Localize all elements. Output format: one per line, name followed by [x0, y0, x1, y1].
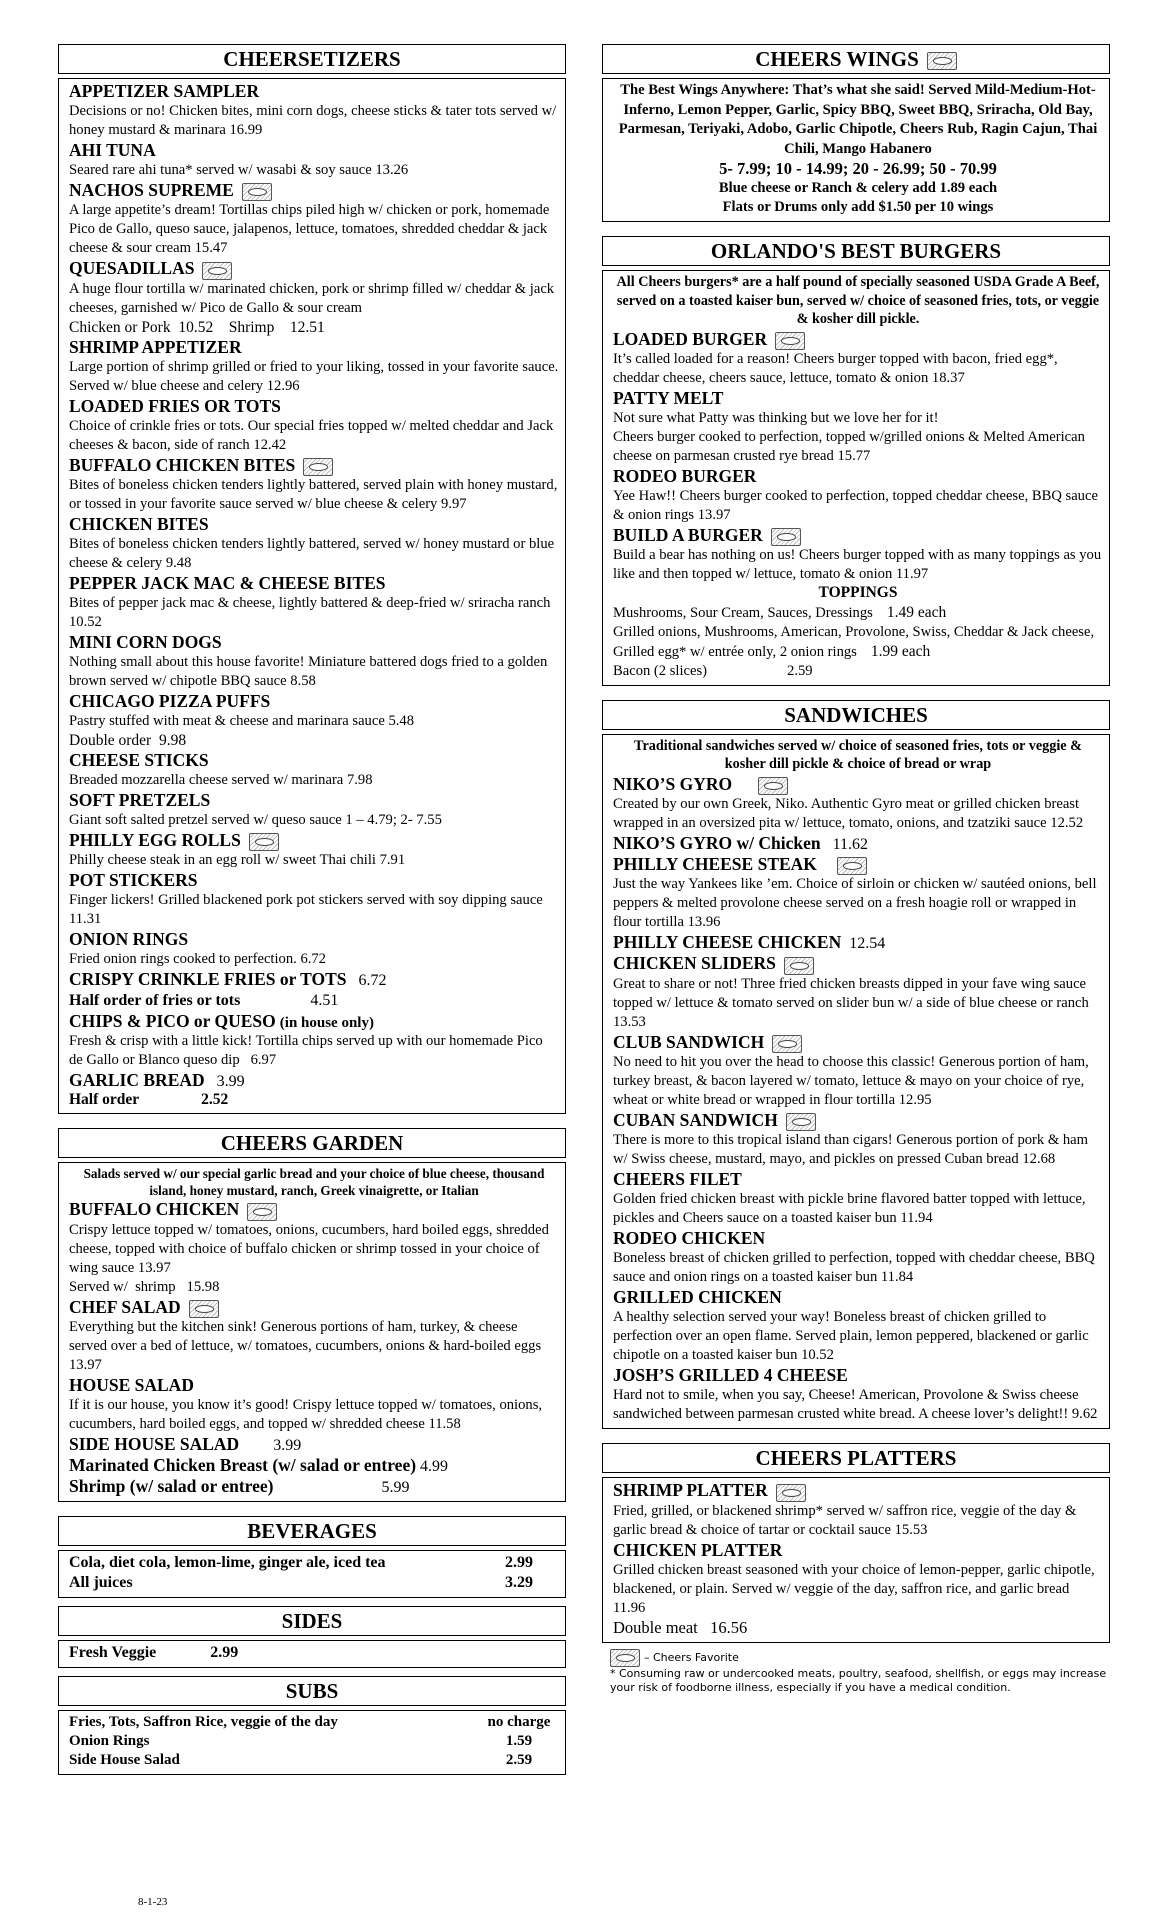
cheers-favorite-icon: [784, 957, 814, 975]
item-desc-block: [69, 891, 559, 929]
food-warning: * Consuming raw or undercooked meats, poultry, seafood, shellfish, or eggs may increase your risk of foodborne illness, especially if you have a medical condition.: [610, 1666, 1107, 1694]
menu-row: [69, 1643, 559, 1663]
cheers-favorite-icon: [247, 1203, 277, 1221]
menu-item: [613, 1110, 1103, 1169]
item-desc-block: [69, 280, 559, 318]
item-desc: No need to hit you over the head to choose this classic! Generous portion of ham, turkey breast, & bacon layered w/ tomato, lettuce & mayo on your choice of rye, wheat or white bread or wrapped in flour tortilla: [613, 1053, 1089, 1108]
item-desc: Philly cheese steak in an egg roll w/ sweet Thai chili: [69, 852, 376, 869]
item-desc-block: [69, 535, 559, 573]
item-price: 13.97: [69, 1356, 102, 1373]
section-title: BEVERAGES: [58, 1516, 566, 1546]
item-price: 10.52: [801, 1347, 834, 1364]
menu-item: [69, 1476, 559, 1497]
item-price: 13.97: [697, 506, 731, 523]
item-price: 11.58: [428, 1415, 461, 1432]
section-title: CHEERS PLATTERS: [602, 1443, 1110, 1473]
item-desc-block: [69, 102, 559, 140]
section-intro: Traditional sandwiches served w/ choice of seasoned fries, tots or veggie & kosher dill pickle & choice of bread or wrap: [634, 737, 1082, 773]
item-desc-block: [613, 1249, 1103, 1287]
menu-item: [613, 466, 1103, 525]
item-name: BUFFALO CHICKEN BITES: [69, 454, 296, 475]
wings-note: Blue cheese or Ranch & celery add 1.89 each: [718, 180, 998, 196]
item-price: 8.58: [290, 672, 316, 689]
sides-list: [58, 1640, 566, 1668]
item-desc-block: [69, 476, 559, 514]
item-desc-block: [69, 851, 559, 870]
item-name: GARLIC BREAD: [69, 1070, 205, 1091]
item-name: SHRIMP APPETIZER: [69, 336, 242, 357]
item-name: PHILLY CHEESE CHICKEN: [613, 932, 842, 953]
item-name: CHICAGO PIZZA PUFFS: [69, 690, 271, 711]
item-desc: Everything but the kitchen sink! Generous portions of ham, turkey, & cheese served over a bed of lettuce, w/ tomatoes, cucumbers, onions & hard-boiled eggs: [69, 1318, 542, 1354]
topping-text: Grilled onions, Mushrooms, American, Provolone, Swiss, Cheddar & Jack cheese, Grilled egg* w/ entrée only, 2 onion rings: [613, 623, 1095, 660]
item-name: NIKO’S GYRO: [613, 773, 733, 794]
item-desc: A huge flour tortilla w/ marinated chicken, pork or shrimp filled w/ cheddar & jack cheeses, garnished w/ Pico de Gallo & sour cream: [69, 280, 555, 316]
item-name: CHEF SALAD: [69, 1296, 181, 1317]
item-price: 1.59: [505, 1732, 533, 1749]
menu-item: [69, 258, 559, 336]
item-desc-block: [613, 350, 1103, 388]
item-price: 11.31: [69, 911, 102, 928]
item-price: 11.84: [880, 1269, 914, 1286]
item-price: 13.26: [375, 162, 409, 178]
appetizer-list: [58, 78, 566, 1114]
item-price: no charge: [487, 1713, 551, 1730]
item-desc: Grilled chicken breast seasoned with your choice of lemon-pepper, garlic chipotle, blackened, or plain. Served w/ veggie of the day, saffron rice, and garlic bread: [613, 1561, 1095, 1597]
topping-price: 1.99 each: [870, 642, 931, 660]
item-price: 3.99: [273, 1436, 302, 1454]
menu-item: [69, 1455, 559, 1476]
item-name: All juices: [69, 1573, 133, 1591]
item-desc: Breaded mozzarella cheese served w/ marinara: [69, 771, 344, 788]
item-desc-block: [613, 975, 1103, 1032]
wings-section: [602, 44, 1110, 222]
item-name: Fries, Tots, Saffron Rice, veggie of the day: [69, 1713, 338, 1730]
item-desc: Cheers burger cooked to perfection, topped w/grilled onions & Melted American cheese on parmesan crusted rye bread: [613, 428, 1085, 464]
item-desc: Seared rare ahi tuna* served w/ wasabi & soy sauce: [69, 162, 372, 178]
menu-item: [69, 1011, 559, 1070]
cheers-favorite-icon: [786, 1113, 816, 1131]
menu-item: [69, 969, 559, 990]
item-price: 9.48: [165, 554, 192, 571]
menu-row: [69, 1713, 559, 1732]
item-desc: Choice of crinkle fries or tots. Our special fries topped w/ melted cheddar and Jack cheeses & bacon, side of ranch: [69, 417, 554, 453]
item-price: 11.62: [832, 835, 868, 853]
cheers-favorite-icon: [771, 528, 801, 546]
menu-item: [613, 953, 1103, 1031]
item-name: ONION RINGS: [69, 929, 189, 950]
item-name: CHEERS FILET: [613, 1169, 742, 1190]
item-desc: Pastry stuffed with meat & cheese and marinara sauce: [69, 712, 385, 729]
cheers-favorite-icon: [610, 1649, 640, 1667]
item-price: 6.97: [250, 1052, 277, 1069]
item-price: 3.29: [505, 1573, 533, 1591]
item-name: APPETIZER SAMPLER: [69, 81, 260, 101]
item-desc-block: [613, 1190, 1103, 1228]
section-title: ORLANDO'S BEST BURGERS: [602, 236, 1110, 266]
item-desc-block: [69, 1221, 559, 1278]
item-name: SHRIMP PLATTER: [613, 1480, 768, 1501]
item-desc-block: [69, 1396, 559, 1434]
menu-item: [613, 329, 1103, 388]
item-name: Marinated Chicken Breast (w/ salad or entree): [69, 1454, 417, 1475]
menu-item: [613, 1169, 1103, 1228]
item-price: 5.99: [381, 1478, 410, 1496]
item-name: CHICKEN SLIDERS: [613, 953, 776, 974]
item-name: Shrimp (w/ salad or entree): [69, 1475, 274, 1496]
item-desc-block: [69, 358, 559, 396]
menu-item: [69, 1199, 559, 1296]
item-desc-block: [69, 950, 559, 969]
item-desc-block: [69, 594, 559, 632]
cheers-favorite-icon: [249, 833, 279, 851]
item-desc-block: [69, 653, 559, 691]
platters-section: [602, 1443, 1110, 1642]
topping-price: 2.59: [787, 662, 813, 679]
menu-item: [613, 1365, 1103, 1424]
section-title: CHEERSETIZERS: [58, 44, 566, 74]
item-name: AHI TUNA: [69, 140, 156, 160]
item-desc: Not sure what Patty was thinking but we love her for it!: [613, 409, 939, 426]
item-price: 13.96: [687, 914, 721, 931]
item-price: 7.91: [379, 852, 406, 869]
menu-item: [69, 337, 559, 396]
section-title: CHEERS GARDEN: [58, 1128, 566, 1158]
item-desc: Bites of boneless chicken tenders lightly battered, served plain with honey mustard, or tossed in your favorite sauce served w/ blue cheese & celery: [69, 476, 558, 512]
item-price: 4.99: [420, 1457, 449, 1475]
menu-item: [69, 81, 559, 140]
cheers-favorite-icon: [772, 1035, 802, 1053]
item-price: 12.96: [266, 377, 300, 394]
item-name: JOSH’S GRILLED 4 CHEESE: [613, 1365, 848, 1386]
item-price: 4.51: [310, 992, 339, 1010]
item-name: RODEO CHICKEN: [613, 1228, 766, 1249]
item-name: Side House Salad: [69, 1751, 180, 1768]
wings-box: [602, 78, 1110, 222]
item-name: BUILD A BURGER: [613, 524, 763, 545]
item-desc: Created by our own Greek, Niko. Authentic Gyro meat or grilled chicken breast wrapped in an oversized pita w/ lettuce, tomato, onions, and tzatziki sauce: [613, 795, 1080, 831]
item-name: CHICKEN PLATTER: [613, 1539, 783, 1560]
item-desc: Fried onion rings cooked to perfection.: [69, 951, 297, 968]
item-price: 11.94: [900, 1210, 933, 1227]
item-name: Onion Rings: [69, 1732, 150, 1749]
item-name: NIKO’S GYRO w/ Chicken: [613, 832, 821, 853]
item-desc-block: [69, 712, 559, 731]
item-desc: Build a bear has nothing on us! Cheers burger topped with as many toppings as you like and then topped w/ lettuce, tomato & onion: [613, 547, 1102, 583]
cheers-favorite-icon: [776, 1484, 806, 1502]
item-extra: Chicken or Pork 10.52 Shrimp 12.51: [69, 318, 325, 336]
item-extra: Double order 9.98: [69, 731, 187, 749]
section-intro: Salads served w/ our special garlic bread and your choice of blue cheese, thousand island, honey mustard, ranch, Greek vinaigrette, or Italian: [83, 1166, 545, 1199]
sides-section: [58, 1606, 566, 1668]
item-name: SIDE HOUSE SALAD: [69, 1433, 240, 1454]
item-desc: Just the way Yankees like ’em. Choice of sirloin or chicken w/ sautéed onions, bell peppers & melted provolone cheese served on a fresh hoagie roll or wrapped in flour tortilla: [613, 876, 1097, 931]
item-name: Fresh Veggie: [69, 1643, 157, 1661]
topping-text: Bacon (2 slices): [613, 662, 708, 679]
favorite-legend: [602, 1649, 1110, 1667]
menu-row: [69, 1751, 559, 1770]
item-price: 13.53: [613, 1013, 646, 1030]
item-desc-block: [69, 417, 559, 455]
menu-row: [69, 1553, 559, 1573]
menu-item: [613, 1228, 1103, 1287]
item-desc: Bites of boneless chicken tenders lightly battered, served w/ honey mustard or blue cheese & celery: [69, 535, 555, 571]
menu-item: [69, 929, 559, 969]
legend-text: – Cheers Favorite: [644, 1650, 739, 1664]
item-desc: Large portion of shrimp grilled or fried to your liking, tossed in your favorite sauce. Served w/ blue cheese and celery: [69, 358, 559, 394]
item-name: PHILLY CHEESE STEAK: [613, 853, 817, 874]
item-name: CRISPY CRINKLE FRIES or TOTS: [69, 969, 347, 990]
wings-desc: The Best Wings Anywhere: That’s what she said! Served Mild-Medium-Hot-Inferno, Lemon Pepper, Garlic, Spicy BBQ, Sweet BBQ, Sriracha, Old Bay, Parmesan, Teriyaki, Adobo, Garlic Chipotle, Cheers Rub, Ragin Cajun, Thai Chili, Mango Habanero: [618, 82, 1098, 157]
burgers-section: [602, 236, 1110, 686]
item-price: 12.54: [849, 935, 886, 953]
item-price: 16.99: [229, 122, 263, 138]
menu-item: [613, 525, 1103, 584]
left-column: [58, 44, 566, 1789]
item-note: (in house only): [279, 1015, 374, 1032]
menu-item: [69, 830, 559, 870]
item-name: BUFFALO CHICKEN: [69, 1199, 240, 1220]
cheers-favorite-icon: [758, 777, 788, 795]
item-desc: Nothing small about this house favorite! Miniature battered dogs fried to a golden brown served w/ chipotle BBQ sauce: [69, 653, 548, 689]
burgers-box: [602, 270, 1110, 686]
sandwiches-section: [602, 700, 1110, 1430]
menu-item: [69, 750, 559, 790]
sandwiches-box: [602, 734, 1110, 1430]
menu-item: [69, 1070, 559, 1091]
appetizers-section: [58, 44, 566, 1114]
cheers-favorite-icon: [303, 458, 333, 476]
item-name: Cola, diet cola, lemon-lime, ginger ale, iced tea: [69, 1553, 386, 1571]
item-price: 10.52: [69, 613, 102, 630]
item-name: LOADED BURGER: [613, 328, 768, 349]
menu-item: [69, 1091, 559, 1109]
toppings-title: TOPPINGS: [818, 584, 898, 602]
section-intro: All Cheers burgers* are a half pound of specially seasoned USDA Grade A Beef, served on a toasted kaiser bun, served w/ choice of seasoned fries, tots, or veggie & kosher dill pickle.: [616, 274, 1100, 327]
beverages-section: [58, 1516, 566, 1598]
item-name: POT STICKERS: [69, 870, 198, 891]
section-title: [602, 44, 1110, 74]
item-desc: There is more to this tropical island than cigars! Generous portion of pork & ham w/ Swiss cheese, mustard, mayo, and pickles on pressed Cuban bread: [613, 1132, 1088, 1168]
item-desc-block: [69, 201, 559, 258]
menu-item: [69, 573, 559, 632]
item-desc-block: [69, 161, 559, 180]
item-desc-block: [613, 1308, 1103, 1365]
menu-item: [69, 1297, 559, 1375]
menu-item: [613, 854, 1103, 932]
item-price: 3.99: [216, 1073, 245, 1091]
item-desc: Decisions or no! Chicken bites, mini corn dogs, cheese sticks & tater tots served w/ honey mustard & marinara: [69, 103, 557, 138]
menu-item: [69, 1434, 559, 1455]
beverages-list: [58, 1550, 566, 1598]
item-extra: Served w/ shrimp 15.98: [69, 1278, 220, 1295]
item-desc-block: [69, 1318, 559, 1375]
menu-item: [613, 1032, 1103, 1110]
menu-item: [69, 180, 559, 258]
item-price: 11.97: [895, 566, 929, 583]
wings-note: Flats or Drums only add $1.50 per 10 wings: [722, 199, 994, 215]
item-price: 2.99: [505, 1553, 533, 1571]
topping-row: [613, 662, 1103, 681]
item-desc: Boneless breast of chicken grilled to perfection, topped with cheddar cheese, BBQ sauce and onion rings on a toasted kaiser bun: [613, 1250, 1095, 1286]
item-desc-block: [613, 409, 1103, 466]
item-price: 12.42: [253, 436, 287, 453]
item-desc-block: [613, 1386, 1103, 1424]
menu-item: [613, 1480, 1103, 1539]
item-desc: A healthy selection served your way! Boneless breast of chicken grilled to perfection over an open flame. Served plain, lemon peppered, blackened or garlic chipotle on a toasted kaiser bun: [613, 1309, 1089, 1364]
menu-item: [69, 632, 559, 691]
item-name: PHILLY EGG ROLLS: [69, 829, 241, 850]
item-name: RODEO BURGER: [613, 465, 757, 486]
menu-item: [613, 1287, 1103, 1365]
item-price: 15.53: [894, 1521, 928, 1538]
garden-list: [58, 1162, 566, 1502]
item-price: 2.99: [210, 1643, 239, 1661]
item-name: MINI CORN DOGS: [69, 631, 222, 652]
item-price: 15.47: [194, 240, 228, 257]
item-desc: Hard not to smile, when you say, Cheese! American, Provolone & Swiss cheese sandwiched between parmesan crusted white bread. A cheese lover’s delight!!: [613, 1387, 1079, 1423]
section-title: SUBS: [58, 1676, 566, 1706]
item-price: 9.62: [1071, 1406, 1098, 1423]
item-desc: Finger lickers! Grilled blackened pork pot stickers served with soy dipping sauce: [69, 892, 543, 909]
wings-prices: 5- 7.99; 10 - 14.99; 20 - 26.99; 50 - 70.99: [719, 159, 997, 178]
item-price: 5.48: [388, 712, 415, 729]
item-price: 12.68: [1022, 1151, 1056, 1168]
item-desc: Bites of pepper jack mac & cheese, lightly battered & deep-fried w/ sriracha ranch: [69, 594, 551, 611]
subs-section: [58, 1676, 566, 1775]
cheers-favorite-icon: [202, 262, 232, 280]
item-name: LOADED FRIES OR TOTS: [69, 395, 281, 416]
item-name: PATTY MELT: [613, 387, 724, 408]
item-desc: Yee Haw!! Cheers burger cooked to perfection, topped cheddar cheese, BBQ sauce & onion rings: [613, 487, 1098, 523]
item-desc-block: [613, 546, 1103, 584]
menu-item: [69, 691, 559, 750]
item-name: HOUSE SALAD: [69, 1374, 194, 1395]
item-desc: Great to share or not! Three fried chicken breasts dipped in your fave wing sauce topped w/ lettuce & tomato served on slider bun w/ a side of blue cheese or ranch: [613, 975, 1089, 1011]
item-desc: A large appetite’s dream! Tortillas chips piled high w/ chicken or pork, homemade Pico de Gallo, queso sauce, jalapenos, lettuce, tomatoes, shredded cheddar & jack cheese & sour cream: [69, 202, 550, 257]
topping-price: 1.49 each: [886, 603, 947, 621]
item-name: PEPPER JACK MAC & CHEESE BITES: [69, 572, 386, 593]
item-desc: If it is our house, you know it’s good! Crispy lettuce topped w/ tomatoes, onions, cucumbers, hard boiled eggs, and topped w/ shredded cheese: [69, 1396, 543, 1432]
item-name: SOFT PRETZELS: [69, 789, 211, 810]
item-desc: Fried, grilled, or blackened shrimp* served w/ saffron rice, veggie of the day & garlic bread & choice of tartar or cocktail sauce: [613, 1502, 1077, 1538]
subs-list: [58, 1710, 566, 1775]
item-name: Half order of fries or tots: [69, 992, 241, 1010]
item-price: 2.59: [505, 1751, 533, 1768]
item-price: 1 – 4.79; 2- 7.55: [345, 811, 442, 828]
item-price: 12.52: [1050, 814, 1084, 831]
menu-item: [69, 140, 559, 180]
item-name: QUESADILLAS: [69, 258, 195, 279]
item-desc-block: [69, 811, 559, 830]
item-desc-block: [613, 1053, 1103, 1110]
cheers-favorite-icon: [189, 1300, 219, 1318]
item-name: CHEESE STICKS: [69, 749, 209, 770]
item-name: CHICKEN BITES: [69, 513, 209, 534]
item-desc: Golden fried chicken breast with pickle brine flavored batter topped with lettuce, pickles and Cheers sauce on a toasted kaiser bun: [613, 1191, 1086, 1227]
item-desc-block: [613, 1131, 1103, 1169]
menu-item: [613, 932, 1103, 953]
menu-item: [613, 833, 1103, 854]
item-price: 12.95: [898, 1091, 932, 1108]
menu-item: [613, 774, 1103, 833]
item-name: CUBAN SANDWICH: [613, 1109, 778, 1130]
item-price: 2.52: [201, 1091, 229, 1109]
menu-item: [69, 870, 559, 929]
item-name: NACHOS SUPREME: [69, 180, 234, 200]
cheers-favorite-icon: [927, 52, 957, 70]
section-title: SANDWICHES: [602, 700, 1110, 730]
item-name: CHIPS & PICO or QUESO: [69, 1011, 276, 1032]
platters-box: [602, 1477, 1110, 1642]
menu-item: [613, 1618, 1103, 1638]
topping-row: [613, 623, 1103, 662]
item-price: 9.97: [441, 495, 467, 512]
cheers-favorite-icon: [837, 857, 867, 875]
menu-item: [69, 514, 559, 573]
item-name: Double meat: [613, 1617, 698, 1637]
menu-item: [69, 790, 559, 830]
menu-item: [69, 455, 559, 514]
cheers-favorite-icon: [242, 183, 272, 201]
item-price: 18.37: [931, 369, 965, 386]
garden-section: [58, 1128, 566, 1502]
cheers-favorite-icon: [775, 332, 805, 350]
item-desc-block: [69, 771, 559, 790]
item-price: 13.97: [137, 1259, 171, 1276]
item-price: 15.77: [837, 447, 871, 464]
menu-item: [69, 396, 559, 455]
section-title-text: CHEERS WINGS: [755, 47, 919, 71]
menu-item: [613, 1540, 1103, 1618]
item-desc: It’s called loaded for a reason! Cheers burger topped with bacon, fried egg*, cheddar cheese, cheers sauce, lettuce, tomato & onion: [613, 350, 1058, 386]
topping-text: Mushrooms, Sour Cream, Sauces, Dressings: [613, 604, 873, 621]
topping-row: [613, 603, 1103, 623]
item-name: Half order: [69, 1091, 140, 1109]
item-name: GRILLED CHICKEN: [613, 1287, 782, 1308]
item-price: 7.98: [346, 771, 373, 788]
menu-item: [613, 388, 1103, 466]
item-price: 6.72: [358, 972, 387, 990]
menu-item: [69, 1375, 559, 1434]
menu-date: 8-1-23: [138, 1896, 168, 1908]
menu-row: [69, 1732, 559, 1751]
item-desc: Crispy lettuce topped w/ tomatoes, onions, cucumbers, hard boiled eggs, shredded cheese, topped with choice of buffalo chicken or shrimp tossed in your choice of wing sauce: [69, 1221, 549, 1276]
item-price: 11.96: [613, 1599, 646, 1616]
menu-item: [69, 990, 559, 1011]
footer: [602, 1649, 1110, 1695]
item-price: 16.56: [710, 1617, 748, 1637]
menu-row: [69, 1573, 559, 1593]
right-column: [602, 44, 1110, 1695]
section-title: SIDES: [58, 1606, 566, 1636]
item-desc-block: [613, 487, 1103, 525]
item-desc: Giant soft salted pretzel served w/ queso sauce: [69, 811, 342, 828]
item-desc: Fresh & crisp with a little kick! Tortilla chips served up with our homemade Pico de Gallo or Blanco queso dip: [69, 1033, 543, 1069]
item-name: CLUB SANDWICH: [613, 1031, 765, 1052]
item-price: 6.72: [300, 951, 326, 968]
